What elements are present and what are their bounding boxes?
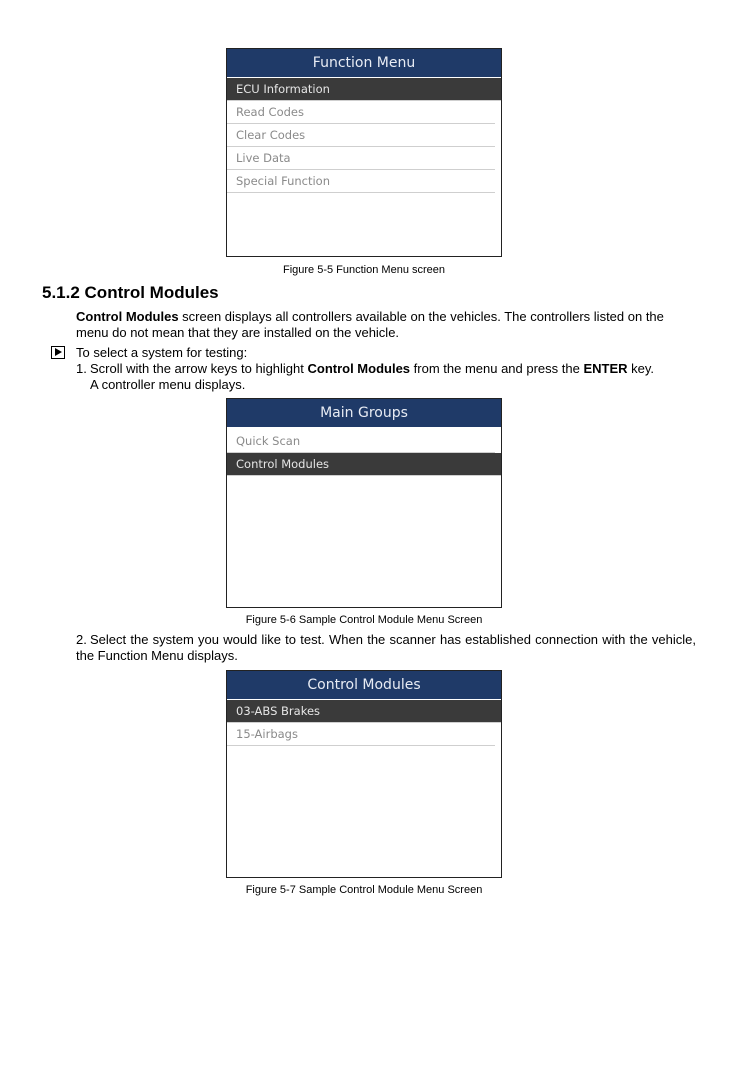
- figure-caption: Figure 5-6 Sample Control Module Menu Screen: [245, 614, 483, 626]
- figure-caption: Figure 5-7 Sample Control Module Menu Screen: [245, 884, 483, 896]
- step-bold: ENTER: [583, 361, 628, 376]
- step-continuation: A controller menu displays.: [90, 377, 246, 392]
- step-text: Select the system you would like to test. When the scanner has established connection with the vehicle, the Function Menu displays.: [76, 632, 696, 663]
- function-menu-screen: [226, 48, 502, 257]
- screen-title: Function Menu: [227, 49, 501, 77]
- menu-item-ecu-information[interactable]: ECU Information: [227, 78, 501, 101]
- step-2: [76, 632, 696, 664]
- control-modules-screen: [226, 670, 502, 878]
- menu-item-read-codes[interactable]: Read Codes: [227, 101, 495, 124]
- step-1: [76, 361, 696, 393]
- menu-item-special-function[interactable]: Special Function: [227, 170, 495, 193]
- intro-text: screen displays all controllers available on the vehicles. The controllers listed on the menu do not mean that they are installed on the vehicle.: [76, 309, 664, 340]
- note-arrow-icon: [51, 346, 65, 359]
- menu-item-live-data[interactable]: Live Data: [227, 147, 495, 170]
- step-text: key.: [627, 361, 655, 376]
- screen-title: Main Groups: [227, 399, 501, 427]
- menu-item-clear-codes[interactable]: Clear Codes: [227, 124, 495, 147]
- figure-caption: Figure 5-5 Function Menu screen: [282, 264, 446, 276]
- screen-title: Control Modules: [227, 671, 501, 699]
- menu-item-airbags[interactable]: 15-Airbags: [227, 723, 495, 746]
- section-heading: 5.1.2 Control Modules: [42, 283, 219, 302]
- main-groups-screen: [226, 398, 502, 608]
- menu-item-abs-brakes[interactable]: 03-ABS Brakes: [227, 700, 501, 723]
- menu-item-quick-scan[interactable]: Quick Scan: [227, 430, 495, 453]
- menu-item-control-modules[interactable]: Control Modules: [227, 453, 501, 476]
- intro-bold: Control Modules: [76, 309, 179, 324]
- step-bold: Control Modules: [307, 361, 411, 376]
- step-number: 2.: [76, 632, 87, 647]
- step-text: Scroll with the arrow keys to highlight: [90, 361, 308, 376]
- intro-paragraph: [76, 309, 696, 341]
- step-number: 1.: [76, 361, 87, 376]
- step-text: from the menu and press the: [410, 361, 584, 376]
- note-text: To select a system for testing:: [76, 345, 248, 360]
